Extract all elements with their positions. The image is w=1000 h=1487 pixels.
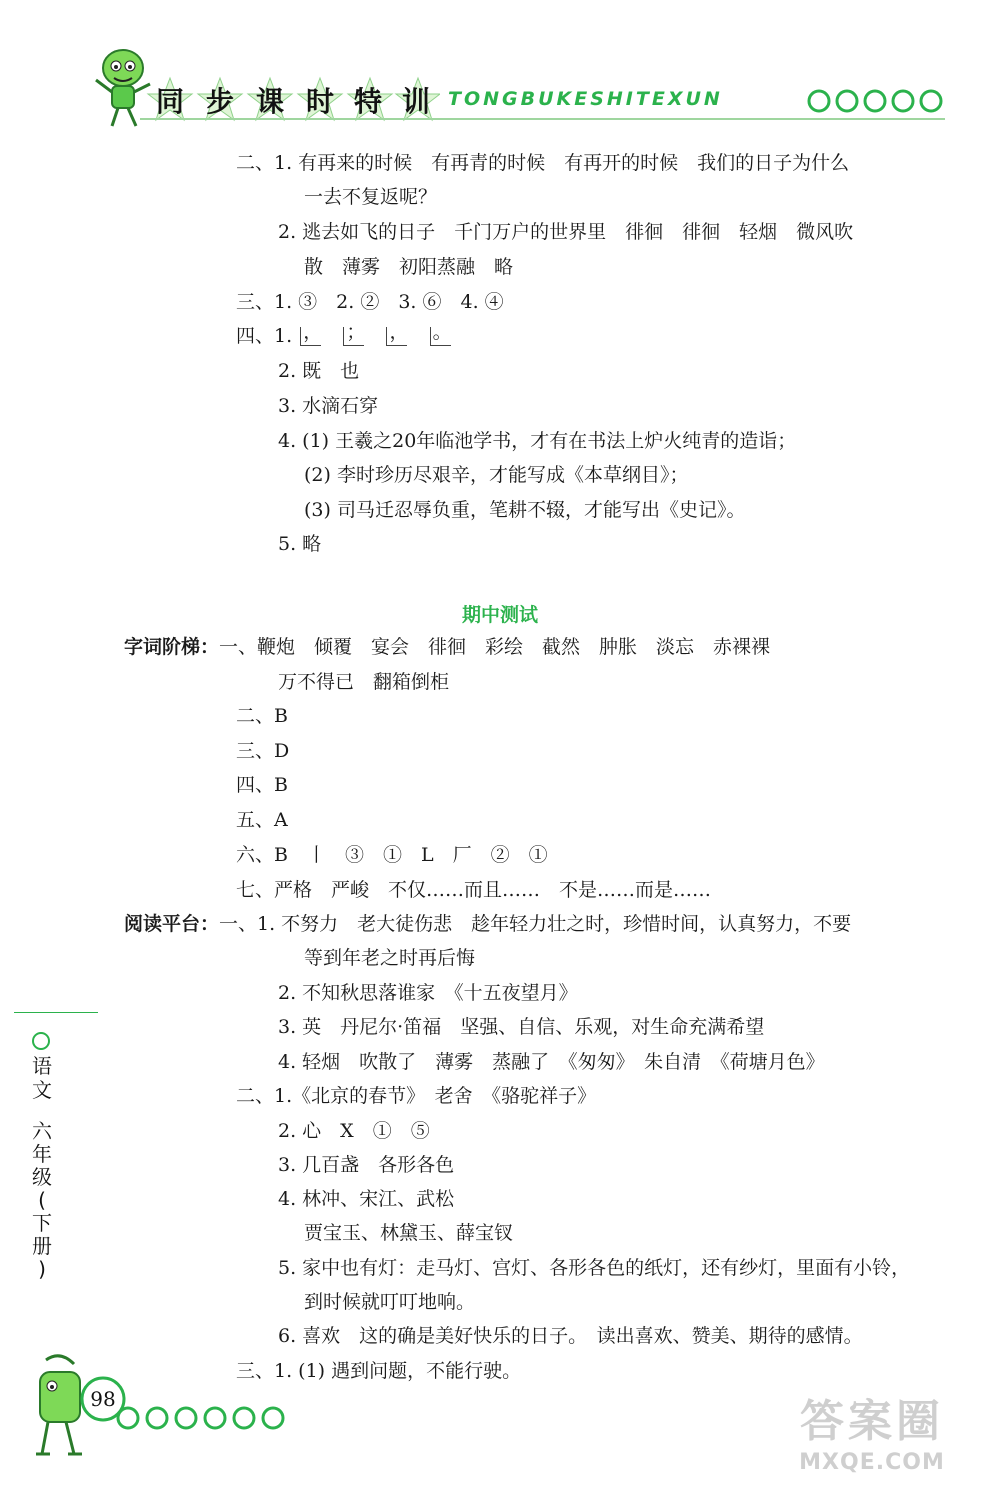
watermark: [752, 1395, 992, 1485]
header-pinyin: TONGBUKESHITEXUN: [448, 88, 723, 110]
answer-line: 二、1. 有再来的时候 有再青的时候 有再开的时候 我们的日子为什么: [236, 152, 850, 174]
answer-line: (3) 司马迁忍辱负重，笔耕不辍，才能写出《史记》。: [304, 499, 746, 521]
answer-line: 2. 不知秋思落谁家 《十五夜望月》: [278, 982, 578, 1004]
answer-line: 2. 既 也: [278, 360, 360, 382]
title-char: 同: [155, 85, 184, 118]
answer-line: 二、B: [236, 705, 288, 727]
grade-char: 下: [32, 1211, 52, 1235]
title-char: 步: [205, 85, 234, 118]
grade-char: 六: [32, 1119, 52, 1143]
circle-icon: [32, 1032, 50, 1050]
answer-box: [430, 321, 452, 346]
answer-line: 三、D: [236, 740, 290, 762]
punct-mark: ，: [303, 321, 323, 343]
page-number: 98: [90, 1387, 116, 1411]
answer-line: 3. 英 丹尼尔·笛福 坚强、自信、乐观，对生命充满希望: [278, 1016, 765, 1038]
grade-char: ): [38, 1257, 46, 1281]
answer-line: 贾宝玉、林黛玉、薛宝钗: [304, 1222, 514, 1244]
answer-line: 4. 轻烟 吹散了 薄雾 蒸融了 《匆匆》 朱自清 《荷塘月色》: [278, 1051, 825, 1073]
answer-line: 5. 家中也有灯：走马灯、宫灯、各形各色的纸灯，还有纱灯，里面有小铃，: [278, 1257, 911, 1279]
answer-box: [386, 321, 409, 346]
answer-line: 4. (1) 王羲之20年临池学书，才有在书法上炉火纯青的造诣；: [278, 430, 797, 452]
answer-line: 六、B 丨 ③ ① L 厂 ② ①: [236, 844, 548, 866]
title-char: 训: [401, 85, 430, 118]
circle-decoration-icon: [805, 86, 950, 116]
title-char: 课: [255, 85, 284, 118]
answer-line: 三、1. (1) 遇到问题，不能行驶。: [236, 1360, 522, 1382]
watermark-logo: 答案圈: [800, 1396, 944, 1447]
section-label: 阅读平台：: [124, 913, 220, 935]
answer-text: 一、1. 不努力 老大徒伤悲 趁年轻力壮之时，珍惜时间，认真努力，不要: [219, 913, 852, 935]
punct-mark: ，: [389, 321, 409, 343]
sidebar-subject-grade: [27, 1054, 57, 1281]
grade-char: 年: [32, 1142, 52, 1166]
question-number: 四、1.: [236, 325, 293, 347]
section-label: 字词阶梯：: [124, 636, 220, 658]
title-char: 特: [353, 85, 382, 118]
answer-box: [343, 321, 366, 346]
subject-label: 语文: [32, 1054, 52, 1102]
answer-line: 6. 喜欢 这的确是美好快乐的日子。 读出喜欢、赞美、期待的感情。: [278, 1325, 863, 1347]
answer-line: 一去不复返呢？: [304, 186, 438, 208]
page-header: [0, 0, 1000, 150]
circle-decoration-icon: [112, 1402, 292, 1434]
answer-line: 二、1.《北京的春节》 老舍 《骆驼祥子》: [236, 1085, 597, 1107]
answer-line: 3. 水滴石穿: [278, 395, 379, 417]
answer-line: 3. 几百盏 各形各色: [278, 1154, 455, 1176]
answer-line: 2. 逃去如飞的日子 千门万户的世界里 徘徊 徘徊 轻烟 微风吹: [278, 221, 854, 243]
answer-line: 五、A: [236, 809, 288, 831]
grade-char: 册: [32, 1234, 52, 1258]
section-title: 期中测试: [461, 604, 538, 626]
labeled-answer-line: [124, 634, 770, 660]
grade-char: 级: [32, 1165, 52, 1189]
answer-line: 万不得已 翻箱倒柜: [278, 671, 450, 693]
answer-box: [300, 321, 323, 346]
answer-line: 等到年老之时再后悔: [304, 947, 476, 969]
answer-line: 4. 林冲、宋江、武松: [278, 1188, 455, 1210]
labeled-answer-line: [124, 911, 851, 937]
header-divider: [140, 118, 945, 120]
answer-line: 四、B: [236, 774, 288, 796]
answer-line: 散 薄雾 初阳蒸融 略: [304, 256, 514, 278]
answer-line: 七、严格 严峻 不仅……而且…… 不是……而是……: [236, 879, 712, 901]
sidebar-divider: [14, 1012, 98, 1013]
grade-char: (: [38, 1188, 46, 1212]
answer-line: 三、1. ③ 2. ② 3. ⑥ 4. ④: [236, 291, 504, 313]
punct-mark: ；: [346, 321, 366, 343]
punctuation-answer-line: [236, 323, 453, 349]
answer-line: 5. 略: [278, 533, 322, 555]
title-char: 时: [305, 85, 334, 118]
watermark-url: MXQE.COM: [799, 1450, 945, 1475]
answer-line: 2. 心 X ① ⑤: [278, 1120, 430, 1142]
punct-mark: 。: [432, 321, 452, 343]
answer-line: (2) 李时珍历尽艰辛，才能写成《本草纲目》；: [304, 464, 689, 486]
answer-line: 到时候就叮叮地响。: [304, 1291, 476, 1313]
answer-text: 一、鞭炮 倾覆 宴会 徘徊 彩绘 截然 肿胀 淡忘 赤裸裸: [219, 636, 771, 658]
